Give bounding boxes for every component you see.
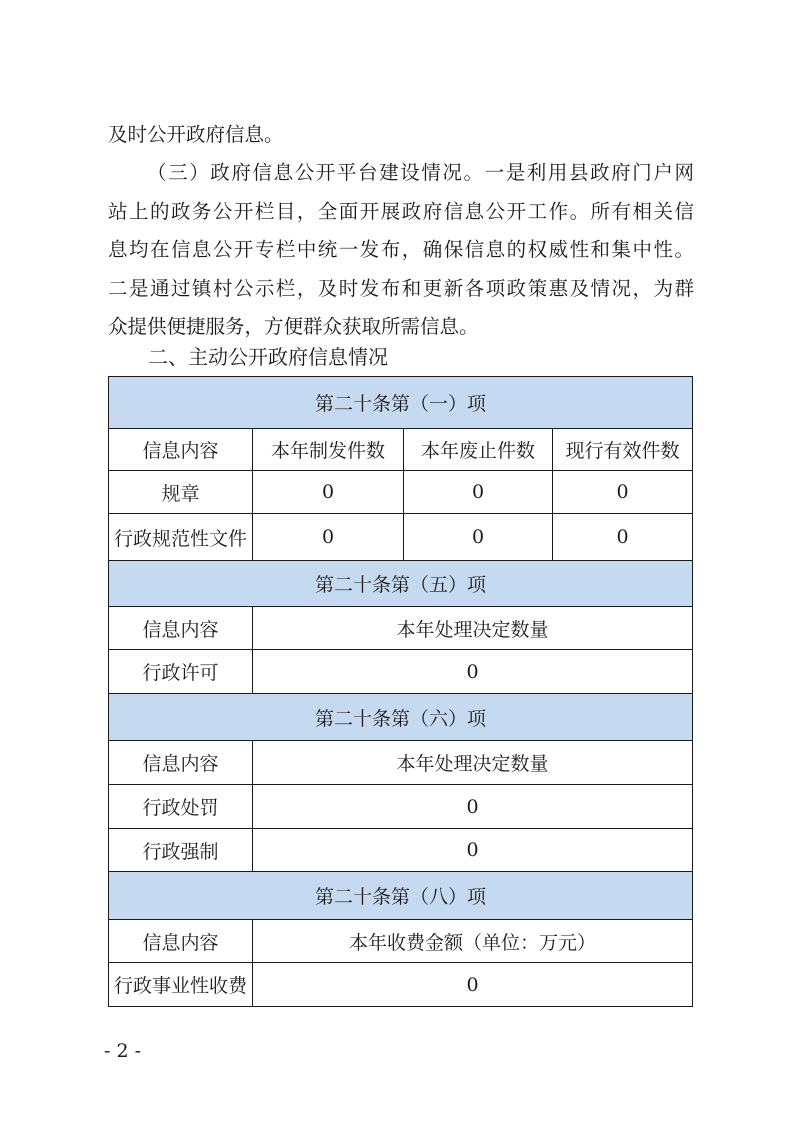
value-cell: 0 <box>404 471 553 514</box>
section-title-row <box>109 561 693 607</box>
header-cell: 现行有效件数 <box>553 429 693 471</box>
value-cell: 0 <box>253 514 404 561</box>
column-header-row <box>109 607 693 650</box>
column-header-row <box>109 741 693 785</box>
header-cell: 本年处理决定数量 <box>253 741 693 785</box>
paragraph-line: 及时公开政府信息。 <box>108 123 284 146</box>
section-title-cell: 第二十条第（一）项 <box>109 377 693 429</box>
section-title-row <box>109 377 693 429</box>
header-cell: 本年废止件数 <box>404 429 553 471</box>
row-label-cell: 规章 <box>109 471 253 514</box>
disclosure-table <box>108 376 693 1007</box>
header-cell: 信息内容 <box>109 920 253 963</box>
value-cell: 0 <box>253 785 693 829</box>
section-title-cell: 第二十条第（五）项 <box>109 561 693 607</box>
table-row <box>109 471 693 514</box>
section-title-cell: 第二十条第（八）项 <box>109 872 693 920</box>
table-row <box>109 963 693 1007</box>
table-row <box>109 650 693 694</box>
paragraph-platform-construction <box>108 154 694 347</box>
paragraph-line: 众提供便捷服务，方便群众获取所需信息。 <box>108 315 479 338</box>
row-label-cell: 行政事业性收费 <box>109 963 253 1007</box>
value-cell: 0 <box>253 471 404 514</box>
value-cell: 0 <box>253 963 693 1007</box>
value-cell: 0 <box>404 514 553 561</box>
header-cell: 本年制发件数 <box>253 429 404 471</box>
column-header-row <box>109 429 693 471</box>
header-cell: 本年收费金额（单位：万元） <box>253 920 693 963</box>
row-label-cell: 行政处罚 <box>109 785 253 829</box>
header-cell: 信息内容 <box>109 429 253 471</box>
section-heading: 二、主动公开政府信息情况 <box>148 345 388 369</box>
column-header-row <box>109 920 693 963</box>
table-row <box>109 785 693 829</box>
header-cell: 信息内容 <box>109 741 253 785</box>
section-title-row <box>109 694 693 741</box>
paragraph-line: （三）政府信息公开平台建设情况。一是利用县政府门户网 <box>147 161 694 184</box>
row-label-cell: 行政强制 <box>109 829 253 872</box>
row-label-cell: 行政许可 <box>109 650 253 694</box>
paragraph-line: 站上的政务公开栏目，全面开展政府信息公开工作。所有相关信 <box>108 199 694 223</box>
paragraph-continued <box>108 116 694 155</box>
header-cell: 本年处理决定数量 <box>253 607 693 650</box>
value-cell: 0 <box>553 471 693 514</box>
table-row <box>109 514 693 561</box>
header-cell: 信息内容 <box>109 607 253 650</box>
paragraph-line: 二是通过镇村公示栏，及时发布和更新各项政策惠及情况，为群 <box>108 276 694 300</box>
paragraph-line: 息均在信息公开专栏中统一发布，确保信息的权威性和集中性。 <box>108 238 694 261</box>
value-cell: 0 <box>253 829 693 872</box>
section-title-row <box>109 872 693 920</box>
page-number: - 2 - <box>104 1040 142 1062</box>
value-cell: 0 <box>553 514 693 561</box>
row-label-cell: 行政规范性文件 <box>109 514 253 561</box>
table-row <box>109 829 693 872</box>
value-cell: 0 <box>253 650 693 694</box>
section-title-cell: 第二十条第（六）项 <box>109 694 693 741</box>
